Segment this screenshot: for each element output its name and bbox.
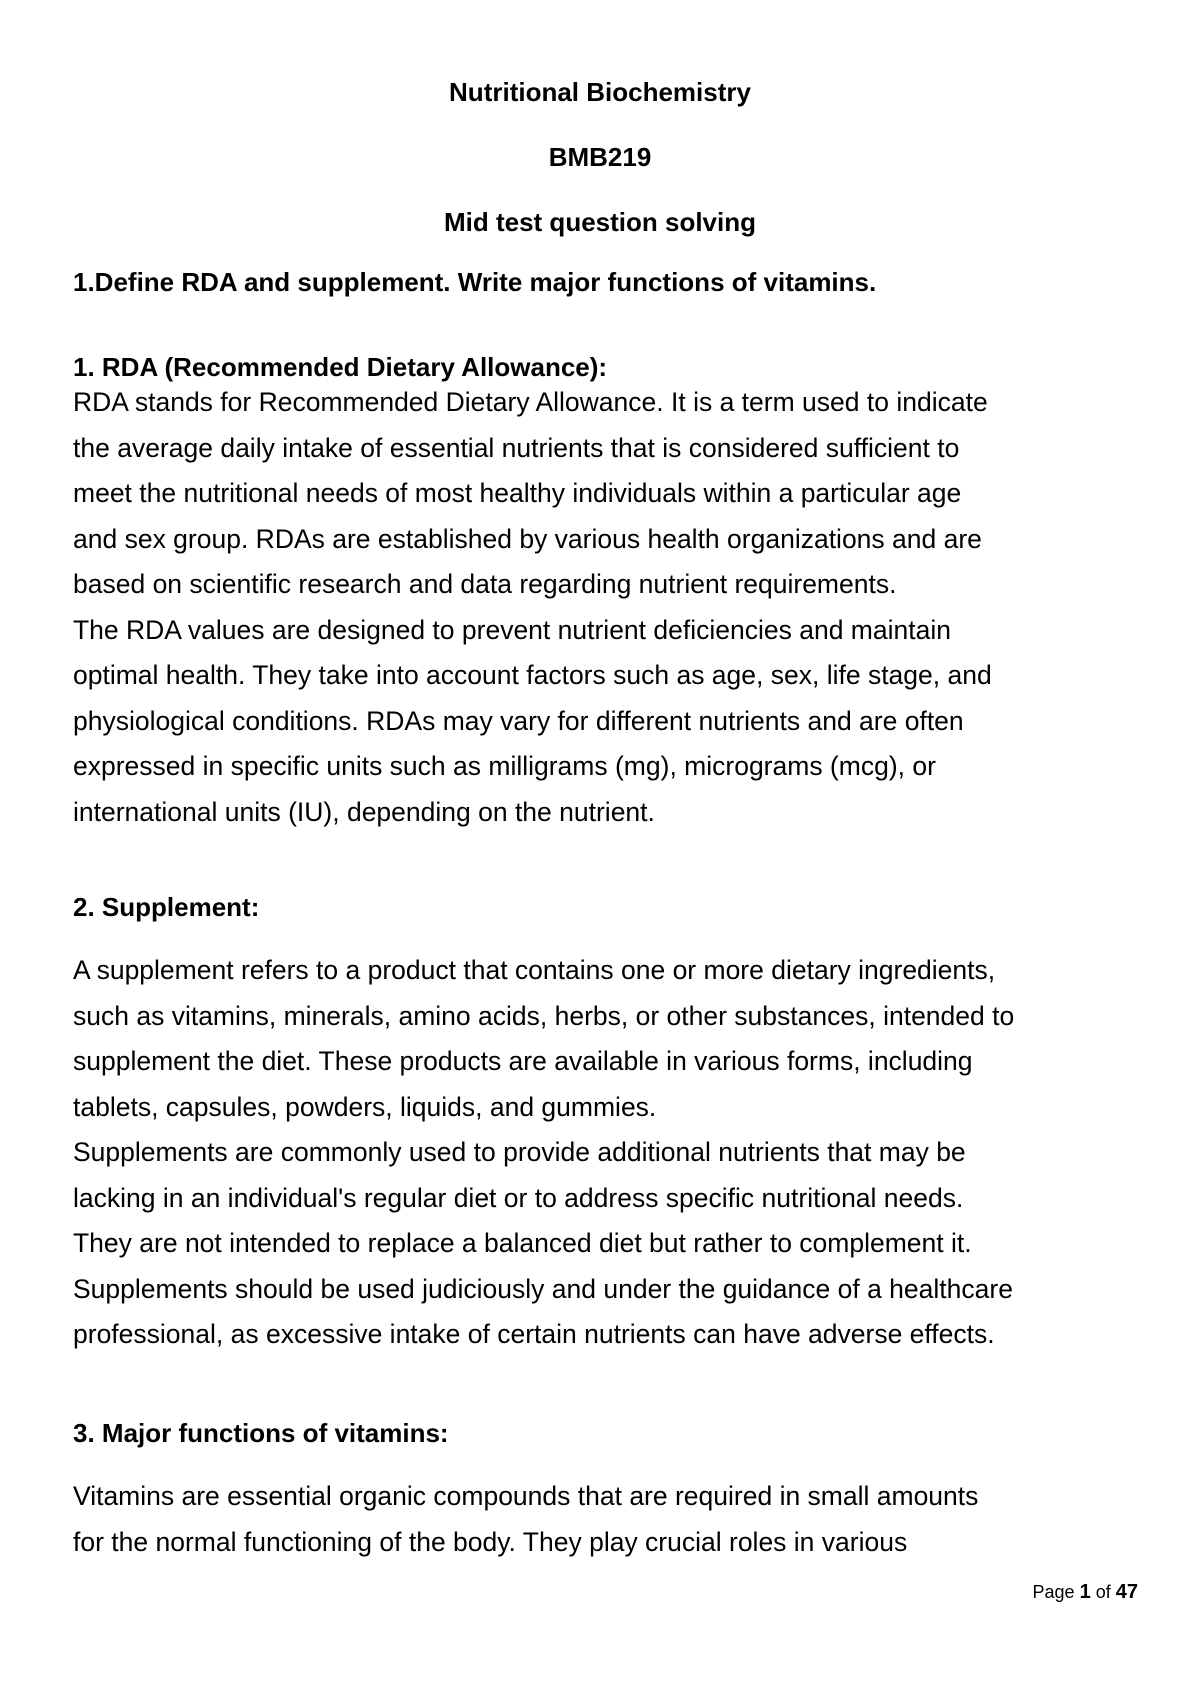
supplement-line: lacking in an individual's regular diet or to address specific nutritional needs. [73,1182,964,1213]
page-label: Page [1032,1582,1075,1602]
supplement-paragraph [73,948,1153,1358]
supplement-heading: 2. Supplement: [73,892,260,922]
rda-paragraph [73,380,1153,835]
question-heading: 1.Define RDA and supplement. Write major functions of vitamins. [73,267,877,297]
rda-line: and sex group. RDAs are established by various health organizations and are [73,523,982,554]
supplement-line: They are not intended to replace a balanced diet but rather to complement it. [73,1228,972,1258]
page-number-footer [1033,1580,1138,1604]
supplement-line: A supplement refers to a product that contains one or more dietary ingredients, [73,955,996,985]
supplement-line: professional, as excessive intake of certain nutrients can have adverse effects. [73,1319,995,1349]
rda-line: RDA stands for Recommended Dietary Allowance. It is a term used to indicate [73,387,988,417]
rda-line: expressed in specific units such as milligrams (mg), micrograms (mcg), or [73,751,936,781]
supplement-line: Supplements should be used judiciously and under the guidance of a healthcare [73,1273,1013,1304]
vitamins-paragraph [73,1474,1153,1565]
rda-line: the average daily intake of essential nutrients that is considered sufficient to [73,432,960,463]
supplement-line: such as vitamins, minerals, amino acids, herbs, or other substances, intended to [73,1000,1015,1031]
rda-heading: 1. RDA (Recommended Dietary Allowance): [73,352,608,382]
total-page-count: 47 [1115,1581,1138,1603]
supplement-line: supplement the diet. These products are available in various forms, including [73,1046,973,1076]
rda-line: optimal health. They take into account factors such as age, sex, life stage, and [73,660,992,690]
vitamins-line: for the normal functioning of the body. They play crucial roles in various [73,1526,908,1557]
rda-line: international units (IU), depending on the nutrient. [73,796,655,827]
rda-line: based on scientific research and data regarding nutrient requirements. [73,569,897,599]
document-subtitle: Mid test question solving [443,207,756,237]
of-label: of [1095,1582,1111,1602]
current-page-number: 1 [1079,1581,1091,1603]
document-title: Nutritional Biochemistry [449,77,751,107]
vitamins-line: Vitamins are essential organic compounds that are required in small amounts [73,1481,979,1511]
course-code: BMB219 [548,142,652,172]
supplement-line: Supplements are commonly used to provide additional nutrients that may be [73,1137,966,1167]
supplement-line: tablets, capsules, powders, liquids, and gummies. [73,1091,657,1122]
rda-line: The RDA values are designed to prevent nutrient deficiencies and maintain [73,614,951,645]
rda-line: meet the nutritional needs of most healthy individuals within a particular age [73,478,962,508]
rda-line: physiological conditions. RDAs may vary for different nutrients and are often [73,705,964,736]
vitamins-heading: 3. Major functions of vitamins: [73,1418,449,1448]
